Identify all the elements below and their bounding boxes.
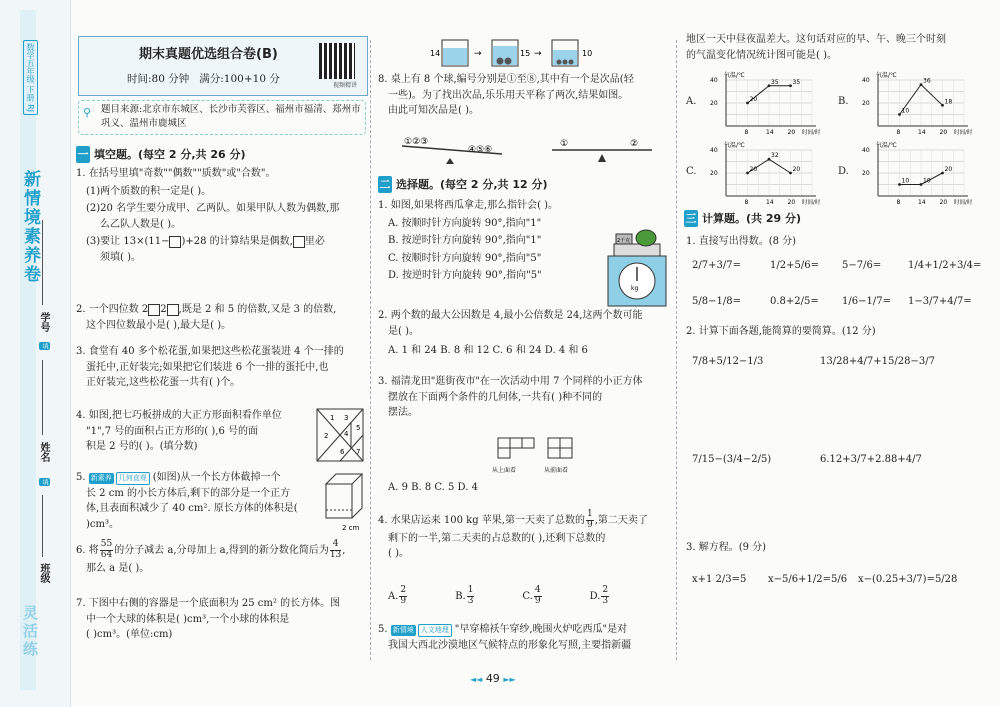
- chart-title: 气温/℃: [876, 72, 897, 79]
- c5-line-3: 地区一天中昼夜温差大。这句话对应的早、午、晚三个时刻: [686, 34, 946, 45]
- column-1: [72, 0, 370, 707]
- field-name-label: 姓名: [38, 442, 49, 462]
- answer-box[interactable]: [169, 236, 181, 248]
- temperature-chart: [704, 140, 832, 208]
- section-2-title: 选择题。(每空 2 分,共 12 分): [396, 178, 548, 191]
- calc-1-row-2: 5/8−1/8=: [692, 296, 741, 307]
- section-1-number: 一: [76, 146, 90, 163]
- q8-line-3: 由此可知次品是( )。: [388, 105, 479, 116]
- q2-c: ,既是 2 和 5 的倍数,又是 3 的倍数,: [178, 304, 337, 315]
- q1-part-3: [76, 234, 368, 250]
- temperature-chart: [704, 70, 832, 138]
- c5-line-1: 5. 新情境 人文地理 "早穿棉袄午穿纱,晚围火炉吃西瓜"是对: [378, 624, 628, 635]
- question-2: [76, 302, 368, 333]
- field-id-line: [42, 220, 43, 305]
- tangram-figure: [316, 408, 364, 462]
- view-front-label: 从前面看: [544, 467, 569, 474]
- c4-line-1: [378, 510, 674, 531]
- data-label: 35: [792, 78, 801, 86]
- tangram-label: 5: [356, 424, 361, 432]
- chart-title: 气温/℃: [724, 72, 745, 79]
- c4-b: ,第二天卖了: [594, 514, 648, 526]
- tangram-label: 3: [344, 414, 349, 422]
- x-axis-label: 时间/时: [954, 130, 973, 136]
- q2-b: 2: [160, 304, 167, 315]
- x-tick-label: 20: [939, 129, 948, 136]
- q6-line-1: [76, 540, 368, 561]
- choice-4: [378, 510, 674, 562]
- q1-part-3b: )+28 的计算结果是偶数,: [181, 236, 293, 247]
- q2-line-2: 这个四位数最小是( ),最大是( )。: [86, 319, 232, 331]
- calc-1-row-1: 2/7+3/7=: [692, 260, 741, 271]
- calc-1-row-1: 1/2+5/6=: [770, 260, 819, 271]
- arrow-icon: →: [534, 49, 542, 59]
- x-tick-label: 8: [896, 129, 901, 136]
- question-7: [76, 596, 368, 643]
- question-3: [76, 344, 368, 391]
- data-label: 36: [923, 77, 931, 85]
- numerator: 2: [400, 585, 407, 595]
- c4-option-d[interactable]: [590, 586, 654, 607]
- q4-line-2: "1",7 号的面积占正方形的( ),6 号的面: [86, 425, 258, 437]
- c1-option-b[interactable]: B. 按逆时针方向旋转 90°,指向"1": [388, 235, 542, 246]
- section-1-title: 填空题。(每空 2 分,共 26 分): [94, 148, 246, 161]
- x-axis-label: 时间/时: [802, 200, 821, 206]
- x-tick-label: 20: [787, 129, 796, 136]
- time-limit: 时间:80 分钟: [127, 73, 190, 85]
- fill-tag-2: 填: [41, 479, 48, 485]
- brand-title: 新情境素养卷: [20, 170, 40, 284]
- denominator: 64: [100, 549, 113, 560]
- container-figure: [428, 36, 628, 68]
- fraction: [534, 586, 542, 607]
- data-point: [920, 183, 923, 186]
- x-tick-label: 20: [939, 199, 948, 206]
- y-tick-label: 20: [710, 100, 718, 107]
- c4-option-b[interactable]: [455, 586, 519, 607]
- denominator: 13: [329, 549, 342, 560]
- section-3-title: 计算题。(共 29 分): [702, 212, 802, 225]
- source-note: [78, 100, 366, 135]
- section-3-heading: [684, 210, 801, 227]
- section-1-heading: [76, 146, 246, 163]
- calc-2-title: 2. 计算下面各题,能简算的要简算。(12 分): [686, 326, 876, 337]
- q1-stem: 1. 在括号里填"奇数""偶数""质数"或"合数"。: [76, 168, 276, 179]
- calc-1-row-2: 1−3/7+4/7=: [908, 296, 972, 307]
- x-tick-label: 8: [744, 129, 749, 136]
- q6-b: 的分子减去 a,分母加上 a,得到的新分数化简后为: [114, 544, 329, 556]
- chart-option-b[interactable]: B.: [838, 96, 849, 107]
- x-axis-label: 时间/时: [954, 200, 973, 206]
- fraction: [586, 510, 594, 531]
- field-name-line: [42, 360, 43, 435]
- section-2-heading: [378, 176, 548, 193]
- q5-a: (如图)从一个长方体截掉一个: [152, 472, 281, 483]
- x-tick-label: 14: [766, 199, 774, 206]
- temperature-chart: [856, 70, 984, 138]
- q6-a: 6. 将: [76, 544, 99, 556]
- prev-page-icon[interactable]: ◄◄: [470, 675, 483, 684]
- geometry-tag: 几何直观: [116, 472, 150, 485]
- q4-line-3: 积是 2 号的( )。(填分数): [86, 441, 198, 452]
- option-letter: B.: [455, 590, 466, 602]
- option-letter: A.: [388, 590, 399, 602]
- calc-2-expr: 7/8+5/12−1/3: [692, 356, 764, 367]
- calc-1-row-1: 5−7/6=: [842, 260, 882, 271]
- chart-option-d[interactable]: D.: [838, 166, 849, 177]
- data-label: 18: [944, 98, 953, 106]
- calc-2-expr: 13/28+4/7+15/28−3/7: [820, 356, 935, 367]
- data-label: 20: [792, 166, 801, 173]
- c5-line-2: 我国大西北沙漠地区气候特点的形象化写照,主要指新疆: [388, 639, 632, 651]
- tangram-label: 6: [340, 448, 345, 456]
- calc-2-expr: 7/15−(3/4−2/5): [692, 454, 772, 465]
- question-1: [76, 166, 368, 265]
- arrow-icon: →: [474, 49, 482, 59]
- height-label: 15: [520, 49, 531, 58]
- q2-line-1: [76, 302, 368, 318]
- c2-line-2: 是( )。: [388, 325, 419, 337]
- fraction: [467, 586, 475, 607]
- view-top-label: 从上面看: [492, 467, 517, 474]
- x-tick-label: 8: [744, 199, 749, 206]
- numerator: 55: [100, 539, 113, 549]
- page-title: 期末真题优选组合卷(B): [139, 47, 278, 62]
- tangram-label: 1: [330, 414, 335, 422]
- data-point: [746, 102, 749, 105]
- chart-option-a[interactable]: A.: [686, 96, 697, 107]
- q3-line-3: 正好装完,这些松花蛋一共有( )个。: [86, 377, 241, 388]
- denominator: 9: [534, 595, 541, 606]
- c5-a: "早穿棉袄午穿纱,晚围火炉吃西瓜"是对: [454, 624, 628, 635]
- q8-line-2: 一些)。为了找出次品,乐乐用天平称了两次,结果如图。: [388, 89, 629, 101]
- source-text: 题目来源:北京市东城区、长沙市芙蓉区、福州市福清、郑州市巩义、温州市鹿城区: [101, 104, 361, 130]
- denominator: 3: [467, 595, 474, 606]
- c2-line-1: 2. 两个数的最大公因数是 4,最小公倍数是 24,这两个数可能: [378, 310, 643, 321]
- option-letter: C.: [522, 590, 533, 602]
- x-tick-label: 8: [896, 199, 901, 206]
- data-point: [941, 104, 944, 107]
- numerator: 1: [467, 585, 474, 595]
- y-tick-label: 20: [710, 170, 718, 177]
- data-label: 35: [771, 78, 779, 86]
- q4-line-1: 4. 如图,把七巧板拼成的大正方形面积看作单位: [76, 410, 282, 421]
- chart-title: 气温/℃: [876, 142, 897, 149]
- y-tick-label: 40: [710, 77, 718, 84]
- data-point: [746, 172, 749, 175]
- choice-2: [378, 308, 674, 359]
- section-3-number: 三: [684, 210, 698, 227]
- column-2: [372, 0, 676, 707]
- c3-line-1: 3. 福清龙田"逛街夜市"在一次活动中用 7 个同样的小正方体: [378, 376, 643, 387]
- data-label: 10: [901, 107, 910, 115]
- c1-option-a[interactable]: A. 按顺时针方向旋转 90°,指向"1": [388, 217, 542, 229]
- y-tick-label: 40: [862, 77, 870, 84]
- scale-figure: [600, 228, 672, 308]
- data-label: 20: [749, 166, 758, 173]
- question-8: [378, 72, 674, 119]
- denominator: 9: [586, 519, 593, 530]
- fill-tag: 填: [41, 343, 48, 349]
- q5-line-3: 体,且表面积减少了 40 cm². 原长方体的体积是( )cm³。: [86, 503, 298, 530]
- pan-right-1: ④⑤⑥: [468, 145, 493, 155]
- page-number: [470, 672, 516, 685]
- cuboid-figure: [322, 470, 368, 532]
- y-tick-label: 20: [862, 100, 870, 107]
- c3-line-2: 摆放在下面两个条件的几何体,一共有( )种不同的: [388, 391, 603, 403]
- title-box: [78, 36, 368, 96]
- data-label: 32: [771, 152, 779, 160]
- question-6: [76, 540, 368, 576]
- full-score: 满分:100+10 分: [199, 73, 280, 85]
- q1-part-2a: (2)20 名学生要分成甲、乙两队。如果甲队人数为偶数,那: [86, 203, 340, 214]
- spine: [0, 0, 71, 707]
- pan-right-2: ②: [630, 139, 639, 149]
- data-point: [789, 84, 792, 87]
- numerator: 2: [602, 585, 609, 595]
- data-point: [941, 172, 944, 175]
- equation: x−(0.25+3/7)=5/28: [858, 574, 958, 585]
- q7-line-1: 7. 下图中右侧的容器是一个底面积为 25 cm² 的长方体。图: [76, 598, 341, 609]
- q1-part-1: (1)两个质数的积一定是( )。: [86, 185, 212, 197]
- calc-1-row-1: 1/4+1/2+3/4=: [908, 260, 982, 271]
- q5-line-2: 长 2 cm 的小长方体后,剩下的部分是一个正方: [86, 487, 291, 499]
- q6-c: ,: [342, 544, 346, 556]
- y-tick-label: 20: [862, 170, 870, 177]
- calc-1-title: 1. 直接写出得数。(8 分): [686, 236, 797, 247]
- x-tick-label: 20: [787, 199, 796, 206]
- q7-line-3: ( )cm³。(单位:cm): [86, 629, 173, 640]
- calc-2-expr: 6.12+3/7+2.88+4/7: [820, 454, 922, 465]
- c1-stem: 1. 如图,如果将西瓜拿走,那么指针会( )。: [378, 200, 559, 211]
- brand-bottom: 灵活练: [21, 605, 39, 659]
- x-tick-label: 14: [918, 199, 926, 206]
- section-2-number: 二: [378, 176, 392, 193]
- new-literacy-tag: 新素养: [90, 474, 112, 482]
- q5-line-1: 5. 新素养 几何直观 (如图)从一个长方体截掉一个: [76, 472, 281, 483]
- pan-left-2: ①: [560, 139, 569, 149]
- next-page-icon[interactable]: ►►: [503, 675, 516, 684]
- qr-label: 视频精讲: [332, 82, 357, 89]
- c4-line-2: 剩下的一半,第二天卖的占总数的( ),还剩下总数的: [388, 532, 606, 544]
- exam-meta: [127, 71, 280, 87]
- calc-1-row-2: 0.8+2/5=: [770, 296, 819, 307]
- q6-line-2: 那么 a 是( )。: [86, 562, 150, 574]
- temperature-chart: [856, 140, 984, 208]
- data-point: [898, 113, 901, 116]
- y-tick-label: 40: [710, 147, 718, 154]
- c3-line-3: 摆法。: [388, 407, 418, 418]
- new-context-tag: 新情境: [392, 626, 414, 634]
- q7-line-2: 中一个大球的体积是( )cm³,一个小球的体积是: [86, 613, 290, 625]
- field-class-line: [42, 495, 43, 557]
- cube-views-figure: [488, 434, 598, 476]
- column-divider: [676, 40, 677, 660]
- c4-option-a[interactable]: [388, 586, 452, 607]
- x-axis-label: 时间/时: [802, 130, 821, 136]
- pan-left-1: ①②③: [404, 137, 429, 147]
- answer-box[interactable]: [293, 236, 305, 248]
- data-label: 10: [901, 177, 910, 185]
- qr-code-icon[interactable]: [319, 43, 355, 79]
- choice-5: [378, 622, 674, 653]
- denominator: 3: [602, 595, 609, 606]
- q3-line-2: 蛋托中,正好装完;如果把它们装进 6 个一排的蛋托中,也: [86, 361, 329, 373]
- field-class-label: 班级: [38, 563, 49, 583]
- calc-3-title: 3. 解方程。(9 分): [686, 542, 767, 553]
- answer-box[interactable]: [167, 304, 179, 316]
- q1-part-3d: 须填( )。: [100, 251, 141, 263]
- option-letter: D.: [589, 590, 601, 602]
- numerator: 4: [330, 540, 341, 551]
- q1-part-2b: 么乙队人数是( )。: [100, 218, 181, 230]
- data-point: [898, 183, 901, 186]
- x-tick-label: 14: [766, 129, 774, 136]
- numerator: 1: [586, 509, 593, 519]
- q8-line-1: 8. 桌上有 8 个球,编号分别是①至⑧,其中有一个是次品(轻: [378, 74, 634, 85]
- series-tag: 数学五年级 下册 RJ: [23, 40, 38, 115]
- data-point: [768, 158, 771, 161]
- chart-option-c[interactable]: C.: [686, 166, 697, 177]
- humanities-tag: 人文地理: [418, 624, 452, 637]
- question-5: [76, 470, 324, 532]
- field-id-label: 学号: [38, 312, 49, 332]
- c4-options: [388, 586, 674, 607]
- page-number-value: 49: [485, 672, 500, 685]
- column-3: [678, 0, 998, 707]
- c1-option-c[interactable]: C. 按顺时针方向旋转 90°,指向"5": [388, 252, 542, 264]
- fraction: [399, 586, 407, 607]
- height-label: 10: [582, 49, 593, 58]
- answer-box[interactable]: [148, 304, 160, 316]
- fraction: [100, 540, 113, 561]
- fraction: [330, 540, 341, 561]
- choice-5-continued: [686, 32, 992, 63]
- c1-option-d[interactable]: D. 按逆时针方向旋转 90°,指向"5": [388, 270, 542, 281]
- question-4: [76, 408, 316, 455]
- c4-option-c[interactable]: [522, 586, 586, 607]
- tangram-label: 2: [324, 432, 329, 440]
- balance-figure: [392, 132, 662, 166]
- equation: x+1 2/3=5: [692, 574, 747, 585]
- data-label: 20: [944, 166, 953, 173]
- y-tick-label: 40: [862, 147, 870, 154]
- c5-line-4: 的气温变化情况统计图可能是( )。: [686, 49, 837, 61]
- data-point: [768, 84, 771, 87]
- choice-3: [378, 374, 674, 421]
- column-divider: [370, 40, 371, 660]
- equation: x−5/6+1/2=5/6: [768, 574, 848, 585]
- c4-line-3: ( )。: [388, 548, 409, 560]
- c2-options[interactable]: A. 1 和 24 B. 8 和 12 C. 6 和 24 D. 4 和 6: [388, 345, 588, 356]
- denominator: 9: [400, 595, 407, 606]
- data-label: 10: [923, 177, 931, 185]
- calc-1-row-2: 1/6−1/7=: [842, 296, 891, 307]
- weight-label: 2千克: [617, 238, 631, 244]
- q1-part-3c: 里必: [304, 236, 325, 247]
- choice-1: [378, 198, 602, 284]
- scale-unit: kg: [631, 285, 639, 292]
- numerator: 4: [534, 585, 541, 595]
- chart-title: 气温/℃: [724, 142, 745, 149]
- data-point: [789, 172, 792, 175]
- height-label: 14: [430, 49, 441, 58]
- tangram-label: 7: [356, 448, 361, 456]
- q1-part-3a: (3)要让 13×(11−: [86, 236, 170, 247]
- search-icon: ⚲: [83, 106, 92, 119]
- fraction: [601, 586, 609, 607]
- q3-line-1: 3. 食堂有 40 多个松花蛋,如果把这些松花蛋装进 4 个一排的: [76, 346, 344, 357]
- data-point: [920, 83, 923, 86]
- q2-a: 2. 一个四位数 2: [76, 304, 149, 315]
- data-label: 20: [749, 96, 758, 103]
- c4-a: 4. 水果店运来 100 kg 苹果,第一天卖了总数的: [378, 514, 585, 526]
- c3-options[interactable]: A. 9 B. 8 C. 5 D. 4: [388, 482, 478, 493]
- x-tick-label: 14: [918, 129, 926, 136]
- tangram-label: 4: [344, 430, 349, 438]
- cuboid-dimension: 2 cm: [342, 524, 360, 532]
